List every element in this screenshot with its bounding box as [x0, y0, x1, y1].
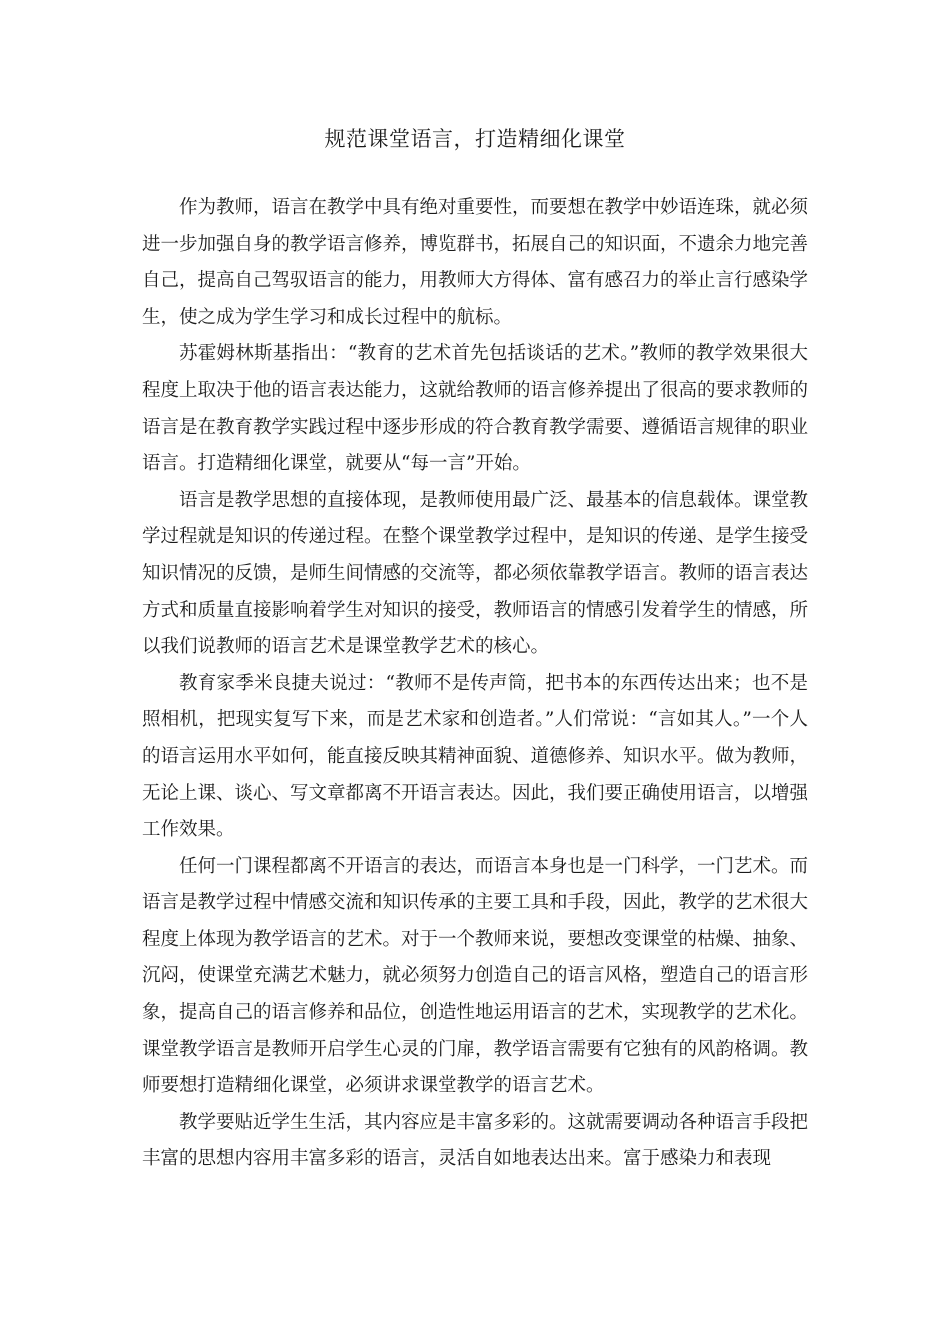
document-title: 规范课堂语言，打造精细化课堂: [324, 127, 626, 151]
paragraph-1: 作为教师，语言在教学中具有绝对重要性，而要想在教学中妙语连珠，就必须进一步加强自身的教学语言修养，博览群书，拓展自己的知识面，不遗余力地完善自己，提高自己驾驭语言的能力，用教师大方得体、富有感召力的举止言行感染学生，使之成为学生学习和成长过程中的航标。: [142, 197, 809, 328]
paragraph-2: 苏霍姆林斯基指出：“教育的艺术首先包括谈话的艺术。”教师的教学效果很大程度上取决于他的语言表达能力，这就给教师的语言修养提出了很高的要求教师的语言是在教育教学实践过程中逐步形成的符合教育教学需要、遵循语言规律的职业语言。打造精细化课堂，就要从“每一言”开始。: [142, 343, 809, 475]
paragraph-6: 教学要贴近学生生活，其内容应是丰富多彩的。这就需要调动各种语言手段把丰富的思想内容用丰富多彩的语言，灵活自如地表达出来。富于感染力和表现: [142, 1111, 809, 1170]
document-body: [142, 190, 808, 1178]
paragraph-3: 语言是教学思想的直接体现，是教师使用最广泛、最基本的信息载体。课堂教学过程就是知识的传递过程。在整个课堂教学过程中，是知识的传递、是学生接受知识情况的反馈，是师生间情感的交流等，都必须依靠教学语言。教师的语言表达方式和质量直接影响着学生对知识的接受，教师语言的情感引发着学生的情感，所以我们说教师的语言艺术是课堂教学艺术的核心。: [142, 489, 809, 658]
paragraph-5: 任何一门课程都离不开语言的表达，而语言本身也是一门科学，一门艺术。而语言是教学过程中情感交流和知识传承的主要工具和手段，因此，教学的艺术很大程度上体现为教学语言的艺术。对于一个教师来说，要想改变课堂的枯燥、抽象、沉闷，使课堂充满艺术魅力，就必须努力创造自己的语言风格，塑造自己的语言形象，提高自己的语言修养和品位，创造性地运用语言的艺术，实现教学的艺术化。课堂教学语言是教师开启学生心灵的门扉，教学语言需要有它独有的风韵格调。教师要想打造精细化课堂，必须讲求课堂教学的语言艺术。: [142, 855, 809, 1097]
paragraph-4: 教育家季米良捷夫说过：“教师不是传声筒，把书本的东西传达出来；也不是照相机，把现实复写下来，而是艺术家和创造者。”人们常说：“言如其人。”一个人的语言运用水平如何，能直接反映其精神面貌、道德修养、知识水平。做为教师，无论上课、谈心、写文章都离不开语言表达。因此，我们要正确使用语言，以增强工作效果。: [142, 672, 809, 841]
